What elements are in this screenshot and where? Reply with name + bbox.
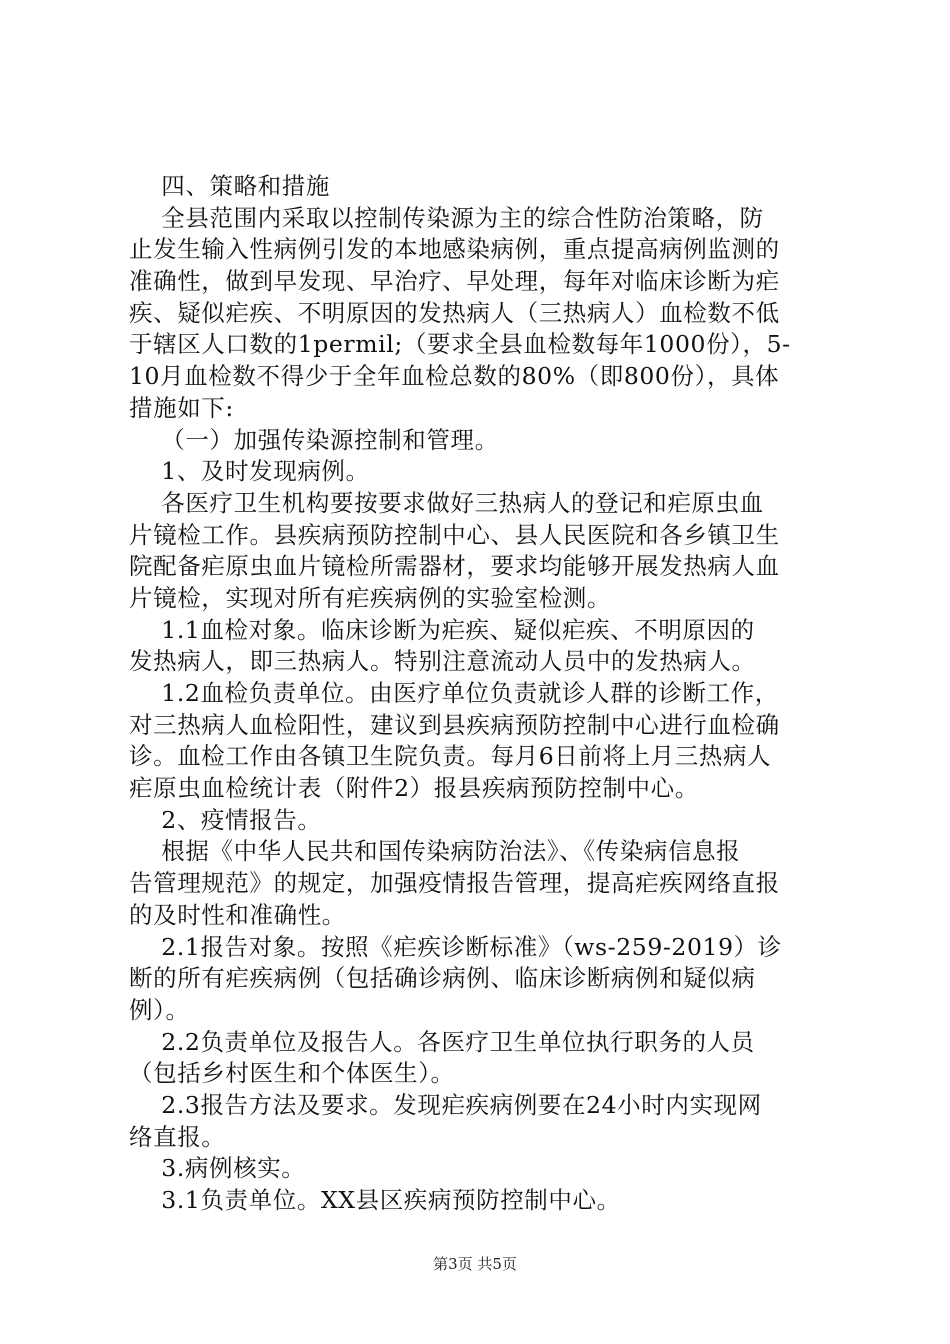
- text-line: 2.2负责单位及报告人。各医疗卫生单位执行职务的人员: [129, 1027, 755, 1056]
- text-line: 于辖区人口数的1permil;（要求全县血检数每年1000份），5-: [129, 330, 791, 359]
- text-line: 发热病人，即三热病人。特别注意流动人员中的发热病人。: [129, 647, 756, 676]
- text-line: 全县范围内采取以控制传染源为主的综合性防治策略，防: [129, 203, 764, 232]
- text-line: 3.1负责单位。XX县区疾病预防控制中心。: [129, 1186, 621, 1214]
- text-line: 各医疗卫生机构要按要求做好三热病人的登记和疟原虫血: [129, 488, 764, 517]
- text-line: 的及时性和准确性。: [129, 900, 346, 929]
- text-line: 断的所有疟疾病例（包括确诊病例、临床诊断病例和疑似病: [129, 964, 756, 993]
- text-line: 准确性，做到早发现、早治疗、早处理，每年对临床诊断为疟: [129, 267, 780, 296]
- text-line: 片镜检，实现对所有疟疾病例的实验室检测。: [129, 583, 611, 612]
- text-line: 1.2血检负责单位。由医疗单位负责就诊人群的诊断工作，: [129, 679, 779, 707]
- text-line: 院配备疟原虫血片镜检所需器材，要求均能够开展发热病人血: [129, 552, 780, 581]
- text-line: 2.1报告对象。按照《疟疾诊断标准》（ws-259-2019）诊: [129, 932, 782, 961]
- text-line: 2.3报告方法及要求。发现疟疾病例要在24小时内实现网: [129, 1090, 762, 1119]
- text-line: 四、策略和措施: [129, 172, 330, 200]
- text-line: 止发生输入性病例引发的本地感染病例，重点提高病例监测的: [129, 235, 780, 264]
- text-line: 3.病例核实。: [129, 1154, 306, 1183]
- text-line: 疟原虫血检统计表（附件2）报县疾病预防控制中心。: [129, 774, 699, 803]
- text-line: 措施如下:: [129, 393, 234, 422]
- text-line: （一）加强传染源控制和管理。: [129, 425, 499, 454]
- text-line: 络直报。: [129, 1122, 226, 1151]
- text-line: 告管理规范》的规定，加强疫情报告管理，提高疟疾网络直报: [129, 869, 780, 898]
- text-line: 2、疫情报告。: [129, 805, 322, 834]
- text-line: 例）。: [129, 995, 190, 1024]
- text-line: 根据《中华人民共和国传染病防治法》、《传染病信息报: [129, 837, 741, 866]
- document-body: [129, 171, 834, 1217]
- page-number-footer: 第3页 共5页: [433, 1255, 517, 1273]
- text-line: 片镜检工作。县疾病预防控制中心、县人民医院和各乡镇卫生: [129, 520, 780, 549]
- text-line: 疾、疑似疟疾、不明原因的发热病人（三热病人）血检数不低: [129, 298, 780, 327]
- text-line: 10月血检数不得少于全年血检总数的80%（即800份），具体: [129, 362, 780, 391]
- text-line: 诊。血检工作由各镇卫生院负责。每月6日前将上月三热病人: [129, 742, 772, 771]
- text-line: 1.1血检对象。临床诊断为疟疾、疑似疟疾、不明原因的: [129, 615, 755, 644]
- text-line: 对三热病人血检阳性，建议到县疾病预防控制中心进行血检确: [129, 710, 780, 739]
- text-line: 1、及时发现病例。: [129, 457, 370, 486]
- text-line: （包括乡村医生和个体医生）。: [129, 1059, 455, 1088]
